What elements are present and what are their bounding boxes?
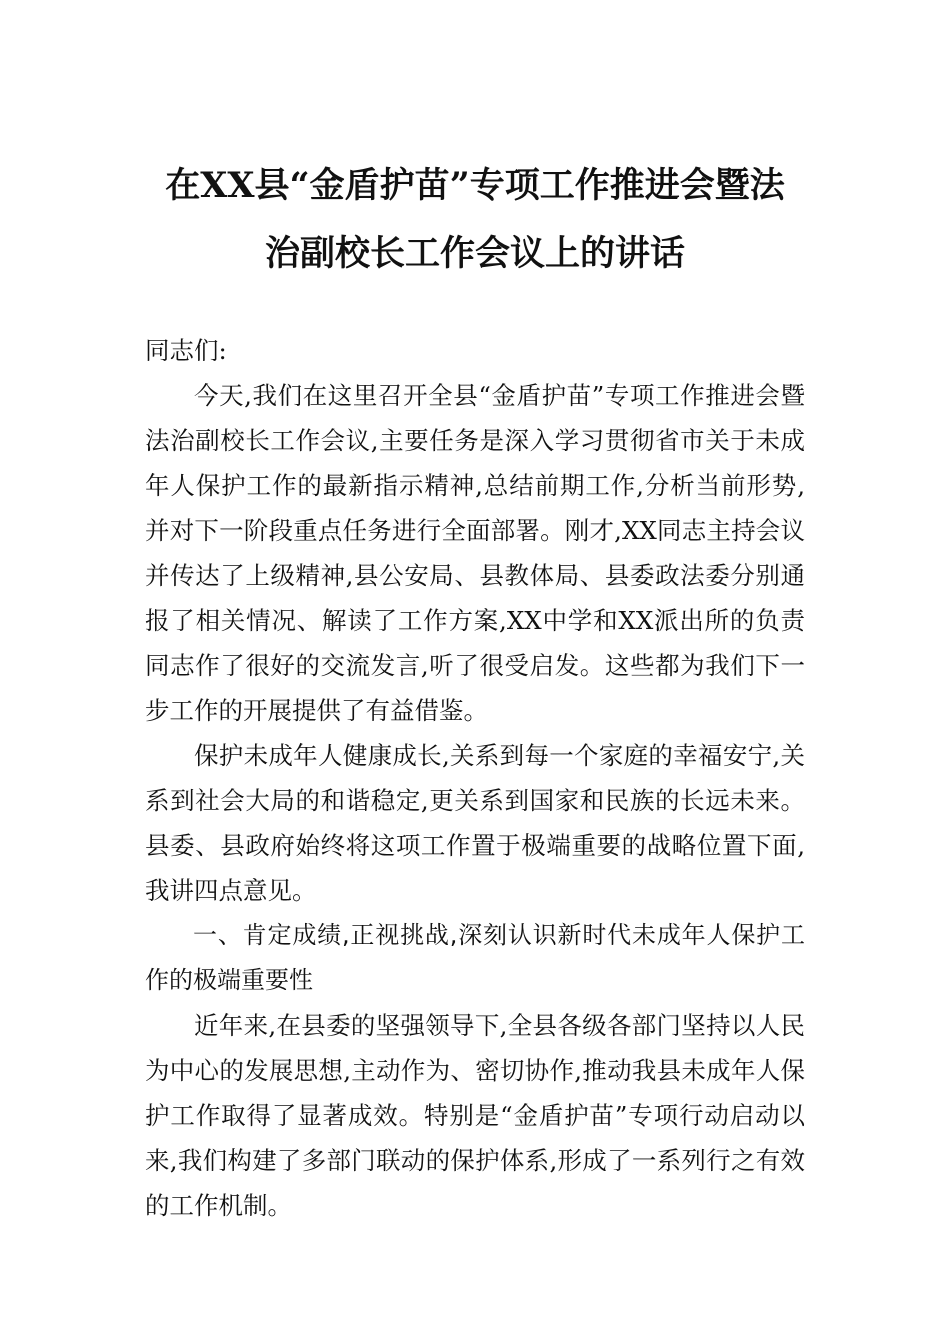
document-body xyxy=(145,328,805,1228)
document-title-line-1: 在XX县“金盾护苗”专项工作推进会暨法 xyxy=(165,165,785,206)
document-title-line-2: 治副校长工作会议上的讲话 xyxy=(264,233,685,274)
section-heading-1: 一、肯定成绩,正视挑战,深刻认识新时代未成年人保护工作的极端重要性 xyxy=(145,921,805,994)
section-1-paragraph: 近年来,在县委的坚强领导下,全县各级各部门坚持以人民为中心的发展思想,主动作为、密切协作,推动我县未成年人保护工作取得了显著成效。特别是“金盾护苗”专项行动启动以来,我们构建了多部门联动的保护体系,形成了一系列行之有效的工作机制。 xyxy=(145,1011,805,1220)
salutation: 同志们: xyxy=(145,336,227,365)
paragraph-significance: 保护未成年人健康成长,关系到每一个家庭的幸福安宁,关系到社会大局的和谐稳定,更关系到国家和民族的长远未来。县委、县政府始终将这项工作置于极端重要的战略位置下面,我讲四点意见。 xyxy=(145,741,805,905)
paragraph-opening: 今天,我们在这里召开全县“金盾护苗”专项工作推进会暨法治副校长工作会议,主要任务是深入学习贯彻省市关于未成年人保护工作的最新指示精神,总结前期工作,分析当前形势,并对下一阶段重点任务进行全面部署。刚才,XX同志主持会议并传达了上级精神,县公安局、县教体局、县委政法委分别通报了相关情况、解读了工作方案,XX中学和XX派出所的负责同志作了很好的交流发言,听了很受启发。这些都为我们下一步工作的开展提供了有益借鉴。 xyxy=(145,381,805,725)
